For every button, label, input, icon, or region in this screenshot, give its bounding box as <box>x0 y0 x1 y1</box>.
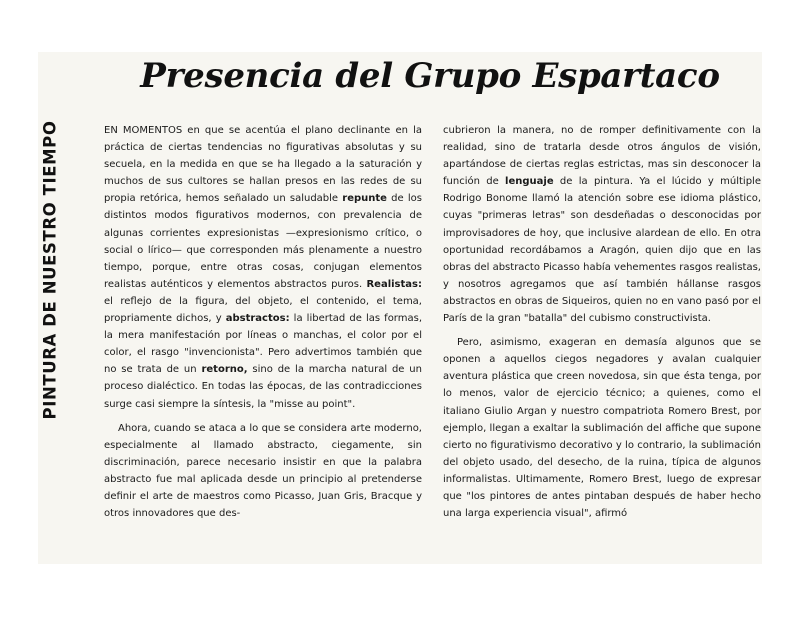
bold-term: repunte <box>342 193 387 205</box>
bold-term: lenguaje <box>505 176 554 188</box>
section-label <box>10 120 90 420</box>
bold-term: abstractos: <box>225 313 290 325</box>
right-column <box>443 122 761 522</box>
paragraph: Ahora, cuando se ataca a lo que se considera arte moderno, especialmente al llamado abstracto, ciegamente, sin discriminación, parece necesario insistir en que la palabra abstracto fue mal aplicada desde un principio al pretenderse definir el arte de maestros como Picasso, Juan Gris, Bracque y otros innovadores que des- <box>104 422 422 520</box>
paragraph: Pero, asimismo, exageran en demasía algunos que se oponen a aquellos ciegos negadores y avalan cualquier aventura plástica que creen novedosa, sin que ésta tenga, por lo menos, valor de ejercicio técnico; a quienes, como el italiano Giulio Argan y nuestro compatriota Romero Brest, por ejemplo, llegan a exaltar la sublimación del affiche que supone cierto no figurativismo decorativo y lo contrario, la sublimación del objeto usado, del desecho, de la ruina, típica de algunos informalistas. Ultimamente, Romero Brest, luego de expresar que "los pintores de antes pintaban después de haber hecho una larga experiencia visual", afirmó <box>443 337 761 520</box>
section-label-text: PINTURA DE NUESTRO TIEMPO <box>40 120 60 420</box>
article-title: Presencia del Grupo Espartaco <box>140 56 720 96</box>
paragraph: cubrieron la manera, no de romper definitivamente con la realidad, sino de tratarla desde otros ángulos de visión, apartándose de ciertas reglas estrictas, mas sin desconocer la función de lenguaje de la pintura. Ya el lúcido y múltiple Rodrigo Bonome llamó la atención sobre ese idioma plástico, cuyas "primeras letras" son desdeñadas o desconocidas por improvisadores de hoy, que inclusive alardean de ello. En otra oportunidad recordábamos a Aragón, quien dijo que en las obras del abstracto Picasso había vehementes rasgos realistas, y nosotros agregamos que así también hállanse rasgos abstractos en obras de Siqueiros, quien no en vano pasó por el París de la gran "batalla" del cubismo constructivista. <box>443 125 761 325</box>
left-column <box>104 122 422 522</box>
paragraph: EN MOMENTOS en que se acentúa el plano declinante en la práctica de ciertas tendencias no figurativas absolutas y su secuela, en la medida en que se ha llegado a la saturación y muchos de sus cultores se hallan presos en las redes de su propia retórica, hemos señalado un saludable repunte de los distintos modos figurativos modernos, con prevalencia de algunas corrientes expresionistas —expresionismo crítico, o social o lírico— que corresponden más plenamente a nuestro tiempo, porque, entre otras cosas, conjugan elementos realistas auténticos y elementos abstractos puros. Realistas: el reflejo de la figura, del objeto, el contenido, el tema, propriamente dichos, y abstractos: la libertad de las formas, la mera manifestación por líneas o manchas, el color por el color, el rasgo "invencionista". Pero advertimos también que no se trata de un retorno, sino de la marcha natural de un proceso dialéctico. En todas las épocas, de las contradicciones surge casi siempre la síntesis, la "misse au point". <box>104 125 422 410</box>
bold-term: retorno, <box>201 364 248 376</box>
bold-term: Realistas: <box>366 278 422 290</box>
